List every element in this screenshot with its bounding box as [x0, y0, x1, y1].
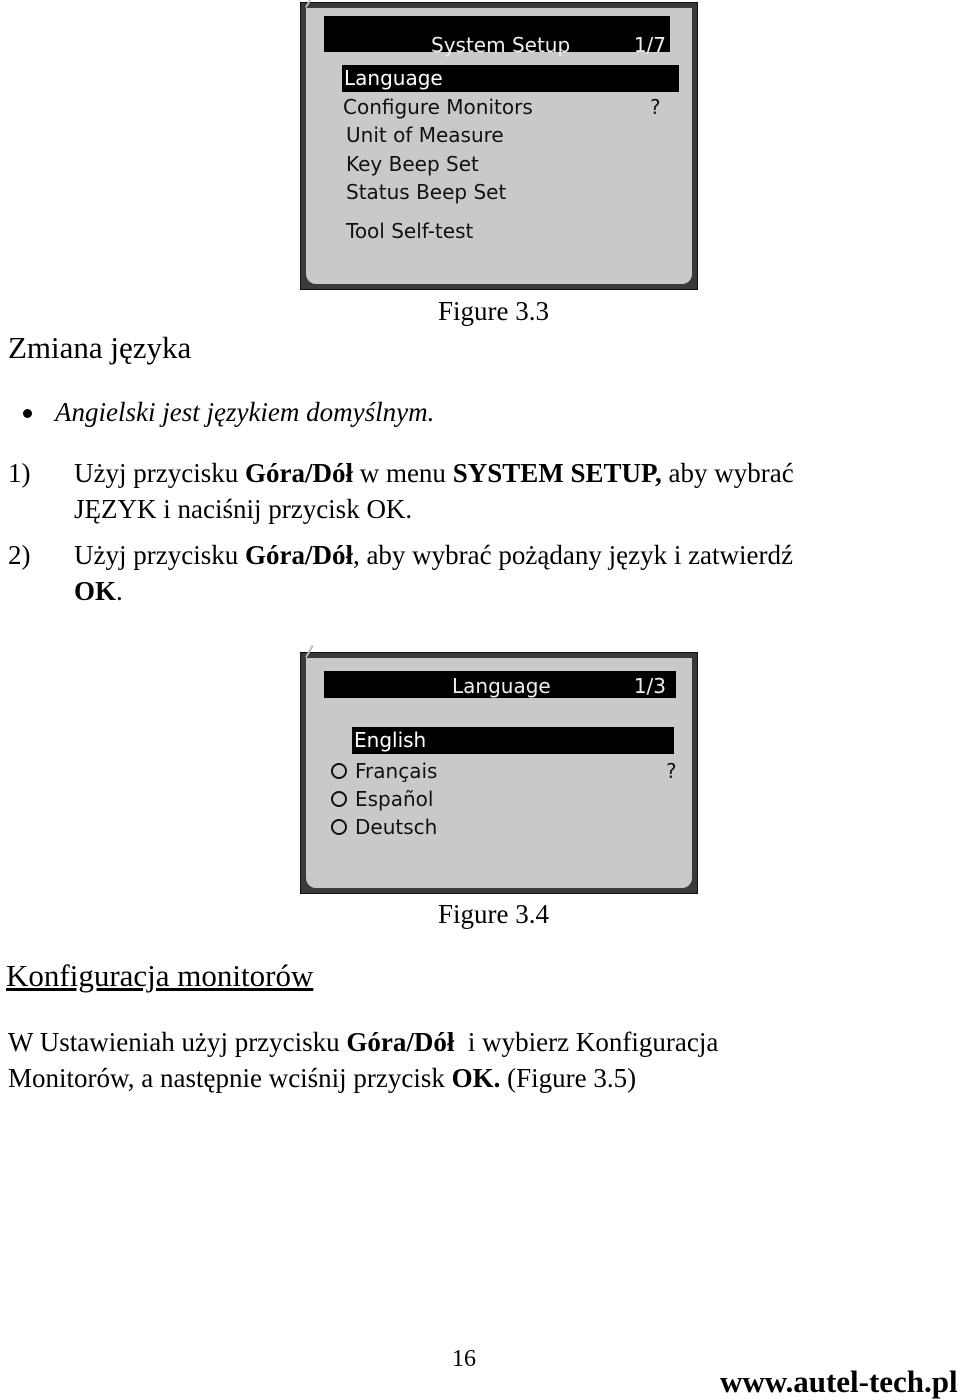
section-heading-monitors: Konfiguracja monitorów [6, 958, 314, 993]
screen-title: Language [452, 674, 551, 698]
lcd-display [306, 8, 692, 284]
step-1-line-2: JĘZYK i naciśnij przycisk OK. [74, 494, 413, 524]
scroll-marker: ? [666, 759, 677, 783]
bezel-mark [305, 0, 314, 8]
page-number: 16 [452, 1346, 476, 1372]
menu-item-status-beep-set[interactable]: Status Beep Set [346, 180, 507, 204]
language-option-francais[interactable]: Français [331, 758, 437, 785]
screen-page-indicator: 1/3 [633, 674, 666, 698]
paragraph-monitors-line-2: Monitorów, a następnie wciśnij przycisk OK. (Figure 3.5) [8, 1063, 637, 1093]
lcd-display [306, 658, 692, 888]
radio-icon [331, 791, 347, 807]
language-option-english-selected[interactable]: English [352, 727, 674, 754]
step-2-number: 2) [8, 540, 31, 570]
menu-item-language-selected[interactable]: Language [342, 65, 679, 92]
paragraph-monitors-line-1: W Ustawieniah użyj przycisku Góra/Dół i wybierz Konfiguracja [8, 1027, 719, 1057]
section-heading-language: Zmiana języka [8, 330, 192, 365]
menu-item-key-beep-set[interactable]: Key Beep Set [346, 152, 479, 176]
bezel-mark [305, 645, 314, 658]
device-screen-language [300, 652, 698, 894]
step-1-line-1: Użyj przycisku Góra/Dół w menu SYSTEM SETUP, aby wybrać [74, 458, 794, 488]
screen-title: System Setup [431, 33, 571, 57]
device-screen-system-setup [300, 2, 698, 290]
bullet-text: Angielski jest językiem domyślnym. [55, 397, 435, 427]
radio-icon [331, 763, 347, 779]
radio-icon [331, 819, 347, 835]
step-1-number: 1) [8, 458, 31, 488]
scroll-marker: ? [650, 95, 661, 119]
language-option-deutsch[interactable]: Deutsch [331, 814, 437, 841]
screen-title-bar [324, 16, 670, 57]
figure-caption-3-3: Figure 3.3 [438, 296, 549, 326]
bullet-icon [23, 409, 32, 418]
menu-item-configure-monitors[interactable]: Configure Monitors [343, 95, 533, 119]
step-2-line-1: Użyj przycisku Góra/Dół, aby wybrać pożądany język i zatwierdź [74, 540, 793, 570]
screen-page-indicator: 1/7 [633, 33, 666, 57]
language-option-espanol[interactable]: Español [331, 786, 433, 813]
menu-item-tool-self-test[interactable]: Tool Self-test [346, 219, 474, 243]
step-2-line-2: OK. [74, 576, 123, 606]
website-link[interactable]: www.autel-tech.pl [720, 1364, 958, 1399]
menu-item-unit-of-measure[interactable]: Unit of Measure [346, 123, 504, 147]
figure-caption-3-4: Figure 3.4 [438, 899, 549, 929]
screen-title-bar [324, 671, 676, 698]
